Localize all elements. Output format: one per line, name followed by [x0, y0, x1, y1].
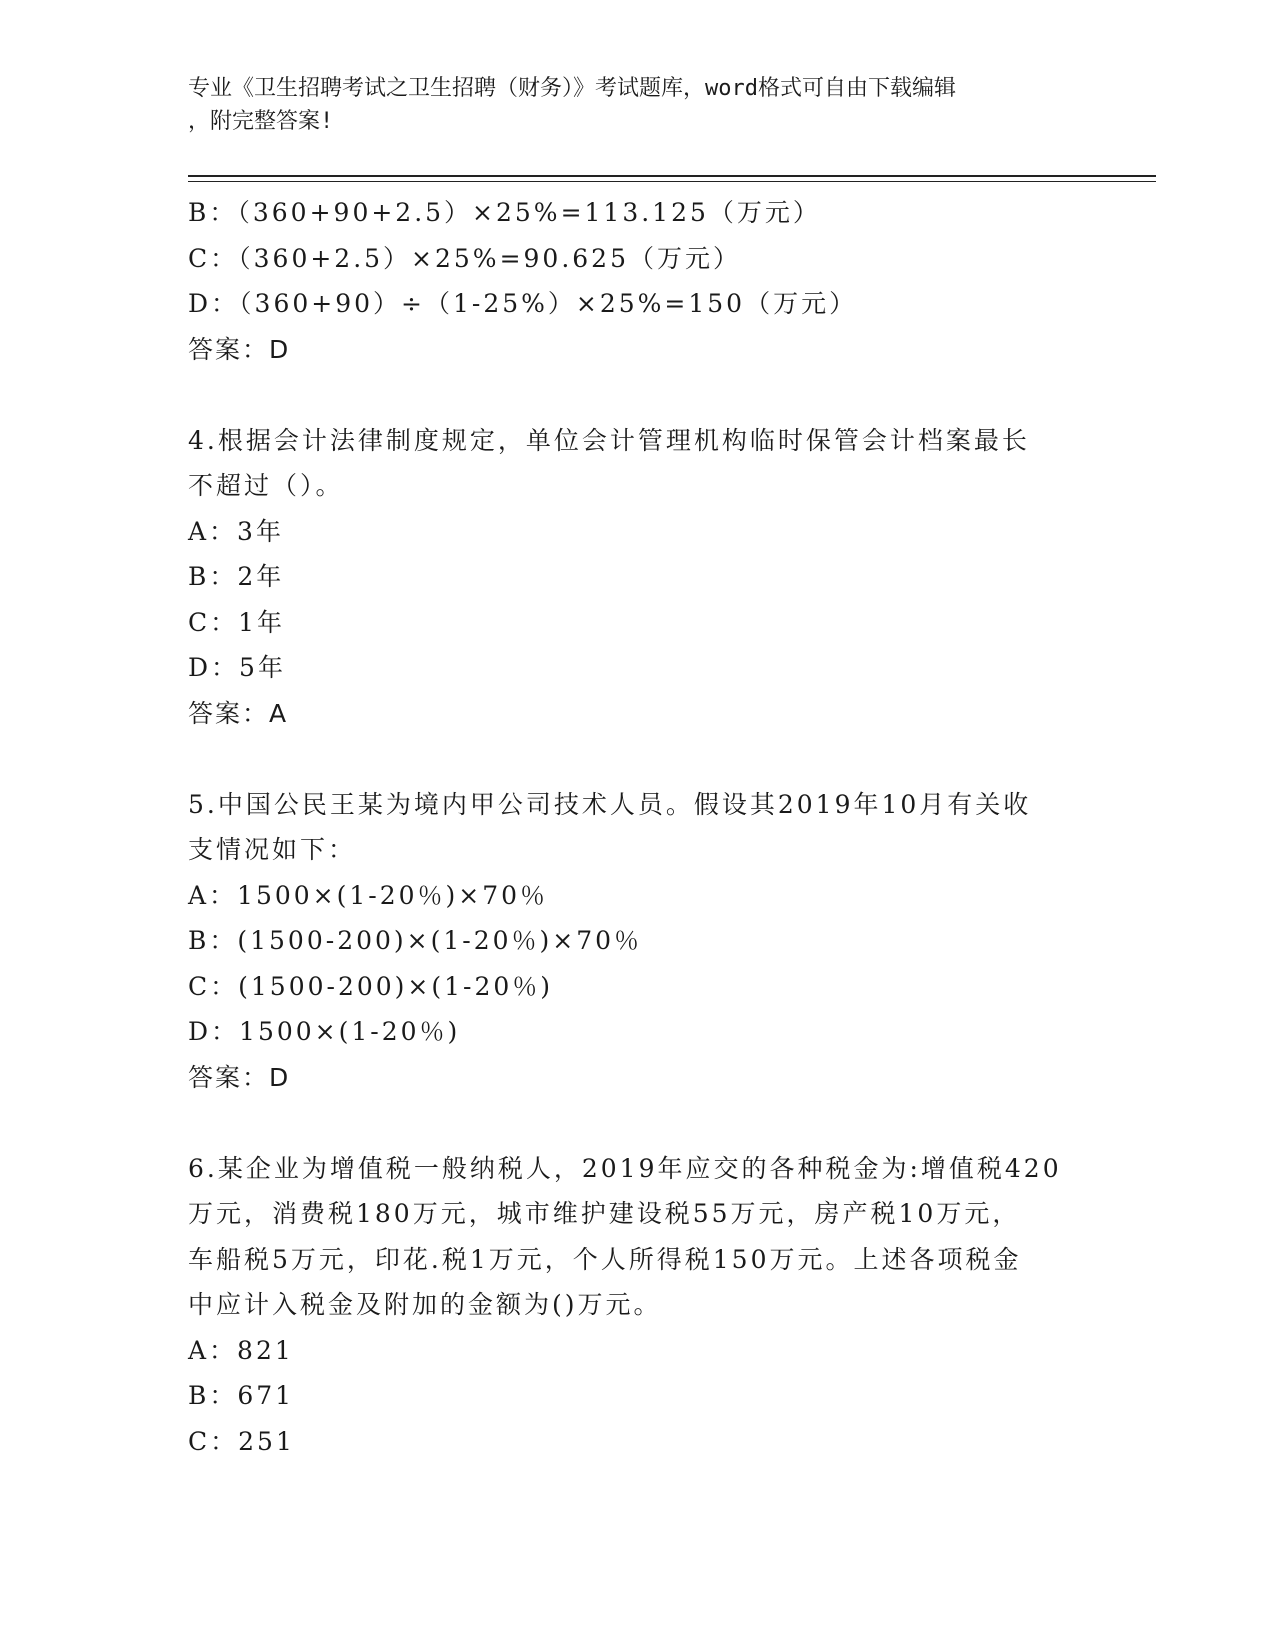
- option-d: D：1500×(1-20％): [188, 1017, 461, 1046]
- answer: 答案：D: [188, 1062, 291, 1092]
- spacer: [188, 372, 1088, 418]
- question-stem: 车船税5万元，印花.税1万元，个人所得税150万元。上述各项税金: [188, 1244, 1022, 1274]
- question-stem: 不超过（）。: [188, 471, 344, 500]
- option-d: D：（360+90）÷（1-25%）×25%=150（万元）: [188, 289, 858, 318]
- answer: 答案：A: [188, 698, 289, 728]
- document-header: [188, 72, 1068, 138]
- answer: 答案：D: [188, 334, 291, 364]
- question-3: [188, 190, 1088, 372]
- option-b: B：2年: [188, 562, 285, 591]
- spacer: [188, 736, 1088, 782]
- option-c: C：1年: [188, 607, 286, 637]
- option-c: C：（360+2.5）×25%=90.625（万元）: [188, 243, 741, 273]
- option-a: A：3年: [188, 516, 284, 546]
- option-d: D：5年: [188, 653, 286, 682]
- question-stem: 4.根据会计法律制度规定，单位会计管理机构临时保管会计档案最长: [188, 425, 1030, 455]
- option-b: B：671: [188, 1381, 295, 1410]
- option-c: C：251: [188, 1426, 295, 1456]
- question-stem: 万元，消费税180万元，城市维护建设税55万元，房产税10万元，: [188, 1199, 1021, 1228]
- question-stem: 支情况如下：: [188, 835, 357, 864]
- option-a: A：821: [188, 1335, 294, 1365]
- question-4: [188, 418, 1088, 737]
- option-b: B：(1500-200)×(1-20％)×70％: [188, 926, 643, 955]
- question-stem: 中应计入税金及附加的金额为()万元。: [188, 1290, 662, 1319]
- question-5: [188, 782, 1088, 1101]
- spacer: [188, 1100, 1088, 1146]
- question-6: [188, 1146, 1088, 1465]
- question-stem: 6.某企业为增值税一般纳税人，2019年应交的各种税金为:增值税420: [188, 1153, 1062, 1183]
- question-stem: 5.中国公民王某为境内甲公司技术人员。假设其2019年10月有关收: [188, 789, 1032, 819]
- option-a: A：1500×(1-20％)×70％: [188, 880, 549, 910]
- question-list: [188, 190, 1088, 1464]
- option-b: B：（360+90+2.5）×25%=113.125（万元）: [188, 198, 821, 227]
- header-divider-thick: [188, 175, 1156, 177]
- option-c: C：(1500-200)×(1-20％): [188, 971, 554, 1001]
- header-line-1: 专业《卫生招聘考试之卫生招聘（财务）》考试题库，word格式可自由下载编辑: [188, 76, 956, 101]
- header-line-2: ，附完整答案!: [188, 109, 334, 134]
- header-divider-thin: [188, 181, 1156, 182]
